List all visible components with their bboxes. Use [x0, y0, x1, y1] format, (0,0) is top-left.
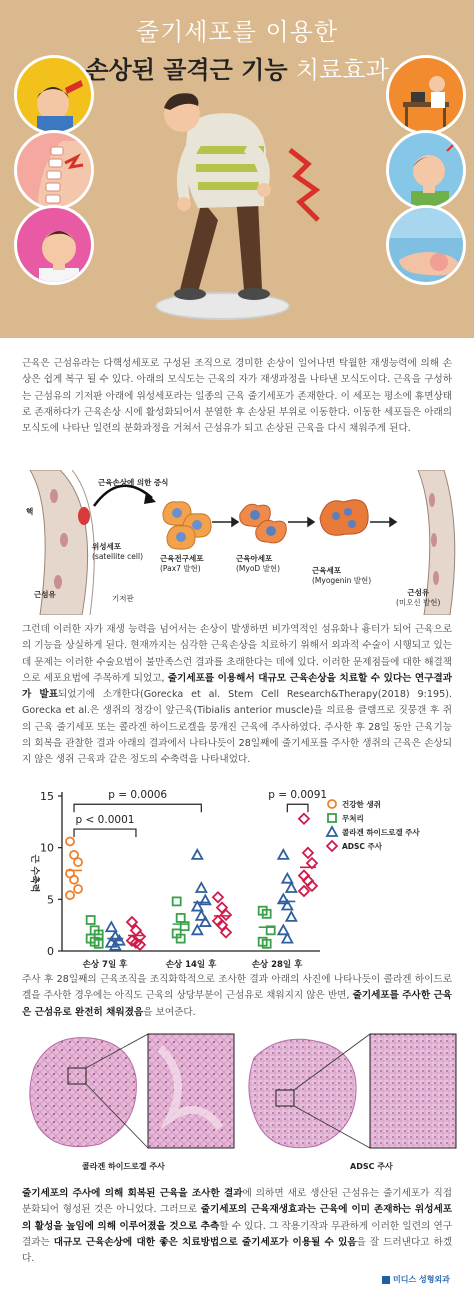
- data-point: [173, 897, 181, 905]
- x-group-label: 손상 28일 후: [251, 960, 303, 970]
- clinic-logo: [382, 1274, 450, 1285]
- data-point: [303, 848, 313, 858]
- label-myoblast-ko: 근육아세포: [236, 554, 273, 563]
- hero-banner: [0, 0, 474, 338]
- paragraph-intro: 근육은 근섬유라는 다핵성세포로 구성된 조직으로 경미한 손상이 일어나면 탁월한 재생능력에 의해 손상은 쉽게 복구 될 수 있다. 아래의 모식도는 근육의 자가 재생과정을 나타낸 모식도이다. 근육을 구성하는 근섬유의 기저판 아래에 위성세포라는 일종의 근육 줄기세포가 존재한다. 이 세포는 평소에 휴면상태로 존재하다가 근육손상 시에 활성화되어서 분열한 후 손상된 부위로 이동한다. 이동한 세포들은 아래의 모식도에 나타난 일련의 분화과정을 거쳐서 근섬유가 되고 손상된 근육을 다시 채워주게 된다.: [22, 358, 452, 435]
- histology-label-collagen: 콜라겐 하이드로겔 주사: [82, 1162, 165, 1171]
- p-value-annotation: p < 0.0001: [75, 813, 135, 826]
- contraction-force-chart: [20, 786, 460, 976]
- legend-marker: [328, 814, 336, 822]
- data-point: [106, 922, 116, 931]
- title-bold: 손상된 골격근 기능: [85, 56, 288, 84]
- label-precursor-sub: (Pax7 발현): [160, 564, 201, 573]
- legend-entry: 콜라겐 하이드로겔 주사: [342, 828, 420, 837]
- label-myoblast: [236, 554, 280, 574]
- spine-pain-icon: [14, 130, 94, 210]
- label-basal-lamina: 기저판: [112, 594, 134, 603]
- p2-text-a: 그런데 이러한 자가 재생 능력을 넘어서는 손상이 발생하면 비가역적인 섬유화나 흉터가 되어 근육으로의 기능을 상실하게 된다. 현재까지는 심각한 근육손상을 치료하기 위해서 외과적 수술이 시행되고 있는데 문제는 이러한 수술요법이 불만족스런 결과를 초래한다는 데에 있다. 이러한 문제점들에 대한 해결책으로 세포요법에 주목하게 되었고,: [22, 624, 452, 684]
- p4-text-f: 을 잘 드러낸다고 하겠다.: [22, 1236, 452, 1265]
- x-group-label: 손상 14일 후: [165, 960, 217, 970]
- histology-figure: [20, 1028, 460, 1178]
- precursor-cell-icon: [164, 522, 198, 552]
- data-point: [192, 850, 202, 859]
- y-tick-label: 10: [40, 841, 54, 855]
- p-value-annotation: p = 0.0006: [108, 789, 168, 802]
- label-precursor: [160, 554, 203, 574]
- logo-mark-icon: [382, 1276, 390, 1284]
- data-point: [74, 858, 82, 866]
- legend-entry: 무처리: [342, 814, 364, 823]
- myocyte-cell-icon: [316, 492, 372, 542]
- data-point: [66, 837, 74, 845]
- p2-text-bold: 줄기세포를 이용해서 대규모 근육손상을 치료할 수 있다는 연구결과가 발표: [22, 672, 453, 701]
- histology-label-adsc: ADSC 주사: [350, 1162, 393, 1171]
- data-point: [196, 883, 206, 892]
- foot-pain-icon: [386, 205, 466, 285]
- p2-text-c: 되었기에 소개한다(Gorecka et al. Stem Cell Research&Therapy(2018) 9:195). Gorecka et al.은 생쥐의 정강이 앞근육(Tibialis anterior muscle)을 의료용 클램프로 짓뭉갠 후 쥐의 근육 줄기세포 또는 콜라겐 하이드로겔을 뭉개진 근육에 주사하였다. 주사한 후 28일 동안 근육기능의 회복을 관찰한 결과 아래의 결과에서 나타나듯이 28일째에 줄기세포를 주사한 생쥐의 근육은 손상되지 않은 생쥐 근육과 같은 정도의 수축력을 나타내었다.: [22, 689, 452, 766]
- data-point: [286, 912, 296, 921]
- desk-worker-icon: [386, 55, 466, 135]
- label-proliferation: 근육손상에 의한 증식: [98, 478, 169, 487]
- label-satellite-cell: [92, 542, 143, 562]
- significance-bracket: [74, 829, 136, 837]
- p3-text-c: 을 보여준다.: [143, 1006, 196, 1018]
- data-point: [299, 814, 309, 824]
- data-point: [87, 916, 95, 924]
- data-point: [200, 917, 210, 926]
- adsc-zoom-panel: [370, 1034, 456, 1148]
- y-tick-label: 5: [47, 893, 54, 907]
- y-axis-label: 근 수축력: [29, 854, 39, 893]
- legend-entry: ADSC 주사: [342, 842, 383, 851]
- p3-text-bold: 줄기세포를 주사한 근육은 근섬유로 완전히 채워졌음: [22, 990, 453, 1018]
- title-light: 치료효과: [295, 56, 389, 84]
- collagen-tissue-section: [30, 1038, 137, 1147]
- muscle-regeneration-diagram: [20, 470, 460, 615]
- data-point: [278, 850, 288, 859]
- data-point: [286, 883, 296, 892]
- data-point: [70, 876, 78, 884]
- data-point: [74, 885, 82, 893]
- label-fiber-right: [396, 588, 440, 608]
- neck-pain-icon: [14, 55, 94, 135]
- paragraph-histology: [22, 972, 452, 1021]
- neck-strain-icon: [386, 130, 466, 210]
- data-point: [177, 914, 185, 922]
- logo-text: 미디스 성형외과: [393, 1275, 450, 1284]
- p4-text-b: 에 의하면 새로 생산된 근섬유는 줄기세포가 직접 분화되어 형성된 것은 아니었다. 그러므로: [22, 1188, 452, 1216]
- legend-marker: [327, 841, 337, 851]
- p4-text-d: 할 수 있다. 그 작용기작과 무관하게 이러한 일련의 연구결과는: [22, 1220, 452, 1248]
- y-tick-label: 0: [47, 945, 54, 958]
- head-pain-icon: [14, 205, 94, 285]
- title-line-1: 줄기세포를 이용한: [135, 18, 339, 46]
- label-fiber-left: 근섬유: [34, 590, 56, 599]
- significance-bracket: [74, 804, 201, 812]
- back-pain-man-illustration: [140, 80, 340, 305]
- label-nucleus: 핵: [26, 507, 34, 516]
- label-fiber-out: 근섬유: [407, 588, 430, 597]
- y-tick-label: 15: [40, 790, 54, 803]
- label-precursor-ko: 근육전구세포: [160, 554, 204, 563]
- label-myocyte-ko: 근육세포: [312, 566, 341, 575]
- x-group-label: 손상 7일 후: [82, 960, 128, 970]
- legend-marker: [327, 827, 337, 836]
- label-fiber-out-sub: (미오신 발현): [396, 598, 441, 607]
- paragraph-study: [22, 622, 452, 769]
- p4-text-bold-c: 줄기세포의 근육재생효과는 근육에 이미 존재하는 위성세포의 활성을 높임에 의해 이루어졌을 것으로 추측: [22, 1204, 452, 1232]
- legend-entry: 건강한 생쥐: [342, 800, 381, 809]
- legend-marker: [328, 800, 336, 808]
- significance-bracket: [287, 804, 308, 812]
- p3-text-a: 주사 후 28일째의 근육조직을 조직화학적으로 조사한 결과 아래의 사진에 나타나듯이 콜라겐 하이드로겔을 주사한 경우에는 아직도 근육의 상당부분이 근섬유로 채워지지 않은 반면,: [22, 974, 452, 1002]
- data-point: [66, 891, 74, 899]
- paragraph-conclusion: [22, 1186, 452, 1267]
- data-point: [213, 892, 223, 902]
- myoblast-cell-icon: [254, 516, 288, 546]
- data-point: [282, 874, 292, 883]
- label-myocyte: [312, 566, 371, 586]
- label-satellite-ko: 위성세포: [92, 542, 121, 551]
- label-satellite-en: (satellite cell): [92, 552, 144, 561]
- label-myocyte-sub: (Myogenin 발현): [312, 576, 372, 585]
- p4-text-bold-e: 대규모 근육손상에 대한 좋은 치료방법으로 줄기세포가 이용될 수 있음: [53, 1236, 357, 1248]
- p4-text-bold-a: 줄기세포의 주사에 의해 회복된 근육을 조사한 결과: [22, 1188, 243, 1199]
- p-value-annotation: p = 0.0091: [268, 789, 328, 802]
- label-myoblast-sub: (MyoD 발현): [236, 564, 280, 573]
